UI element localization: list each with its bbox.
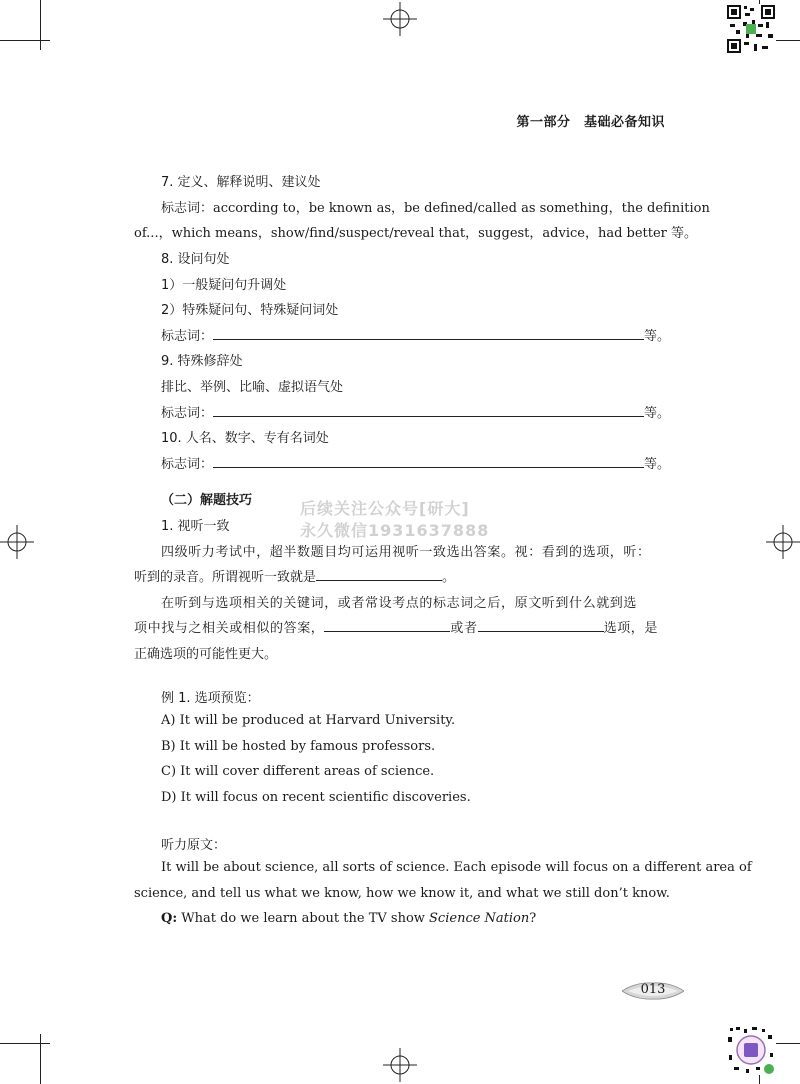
crop-mark (0, 1043, 50, 1044)
paragraph-line: 标志词：according to，be known as，be defined/called as something，the definition (161, 201, 710, 216)
fill-in-line (161, 325, 670, 344)
label: 听到的录音。所谓视听一致就是 (134, 570, 317, 585)
answer-blank (213, 402, 644, 417)
example-heading: 例 1. 选项预览： (161, 691, 260, 706)
answer-blank (478, 617, 604, 632)
paragraph-line: 在听到与选项相关的关键词，或者常设考点的标志词之后，原文听到什么就到选 (161, 596, 638, 611)
label: 标志词： (161, 406, 214, 421)
page-number-badge (622, 980, 684, 1002)
list-item: 排比、举例、比喻、虚拟语气处 (161, 380, 344, 395)
registration-mark-icon (383, 2, 417, 36)
transcript-line: It will be about science, all sorts of science. Each episode will focus on a different area of (161, 860, 752, 875)
registration-mark-icon (0, 525, 34, 559)
transcript-heading: 听力原文： (161, 838, 227, 853)
registration-mark-icon (766, 525, 800, 559)
label: 。 (442, 570, 456, 585)
option-b: B) It will be hosted by famous professors. (161, 739, 436, 754)
question-label: Q: (161, 911, 178, 926)
item-heading: 1. 视听一致 (161, 519, 230, 534)
section-heading: （二）解题技巧 (161, 493, 253, 508)
watermark-line: 后续关注公众号[研大] (300, 499, 470, 518)
paragraph-line: of...，which means，show/find/suspect/reveal that，suggest，advice，had better 等。 (134, 226, 698, 241)
option-c: C) It will cover different areas of science. (161, 764, 435, 779)
question-text: What do we learn about the TV show (177, 911, 430, 926)
item-heading: 9. 特殊修辞处 (161, 354, 243, 369)
label: 选项，是 (603, 621, 659, 636)
option-d: D) It will focus on recent scientific discoveries. (161, 790, 471, 805)
option-a: A) It will be produced at Harvard University. (161, 713, 456, 728)
show-title: Science Nation (429, 911, 530, 926)
item-heading: 7. 定义、解释说明、建议处 (161, 175, 321, 190)
item-heading: 10. 人名、数字、专有名词处 (161, 431, 329, 446)
answer-blank (213, 325, 644, 340)
paragraph-line: 正确选项的可能性更大。 (134, 647, 278, 662)
watermark (300, 498, 489, 542)
answer-blank (324, 617, 450, 632)
paragraph-line: 四级听力考试中，超半数题目均可运用视听一致选出答案。视：看到的选项，听： (161, 545, 651, 560)
fill-in-line (161, 402, 670, 421)
item-heading: 8. 设问句处 (161, 252, 230, 267)
label: 或者 (450, 621, 478, 636)
page-number: 013 (640, 982, 666, 997)
label: 等。 (644, 406, 671, 421)
label: 等。 (644, 329, 671, 344)
list-item: 2）特殊疑问句、特殊疑问词处 (161, 303, 339, 318)
running-header: 第一部分 基础必备知识 (516, 115, 665, 130)
list-item: 1）一般疑问句升调处 (161, 278, 287, 293)
qr-code-icon (726, 1025, 776, 1075)
fill-in-line (134, 566, 455, 585)
label: 标志词： (161, 457, 214, 472)
crop-mark (40, 0, 41, 50)
question-end: ? (529, 911, 537, 926)
answer-blank (213, 453, 644, 468)
question-line (161, 911, 536, 926)
registration-mark-icon (383, 1048, 417, 1082)
label: 标志词： (161, 329, 214, 344)
watermark-line: 永久微信1931637888 (300, 521, 490, 540)
label: 等。 (644, 457, 671, 472)
label: 项中找与之相关或相似的答案， (134, 621, 325, 636)
crop-mark (0, 40, 50, 41)
answer-blank (316, 566, 442, 581)
transcript-line: science, and tell us what we know, how we know it, and what we still don’t know. (134, 886, 670, 901)
qr-code-icon (726, 4, 776, 54)
crop-mark (40, 1034, 41, 1084)
fill-in-line (134, 617, 658, 636)
fill-in-line (161, 453, 670, 472)
